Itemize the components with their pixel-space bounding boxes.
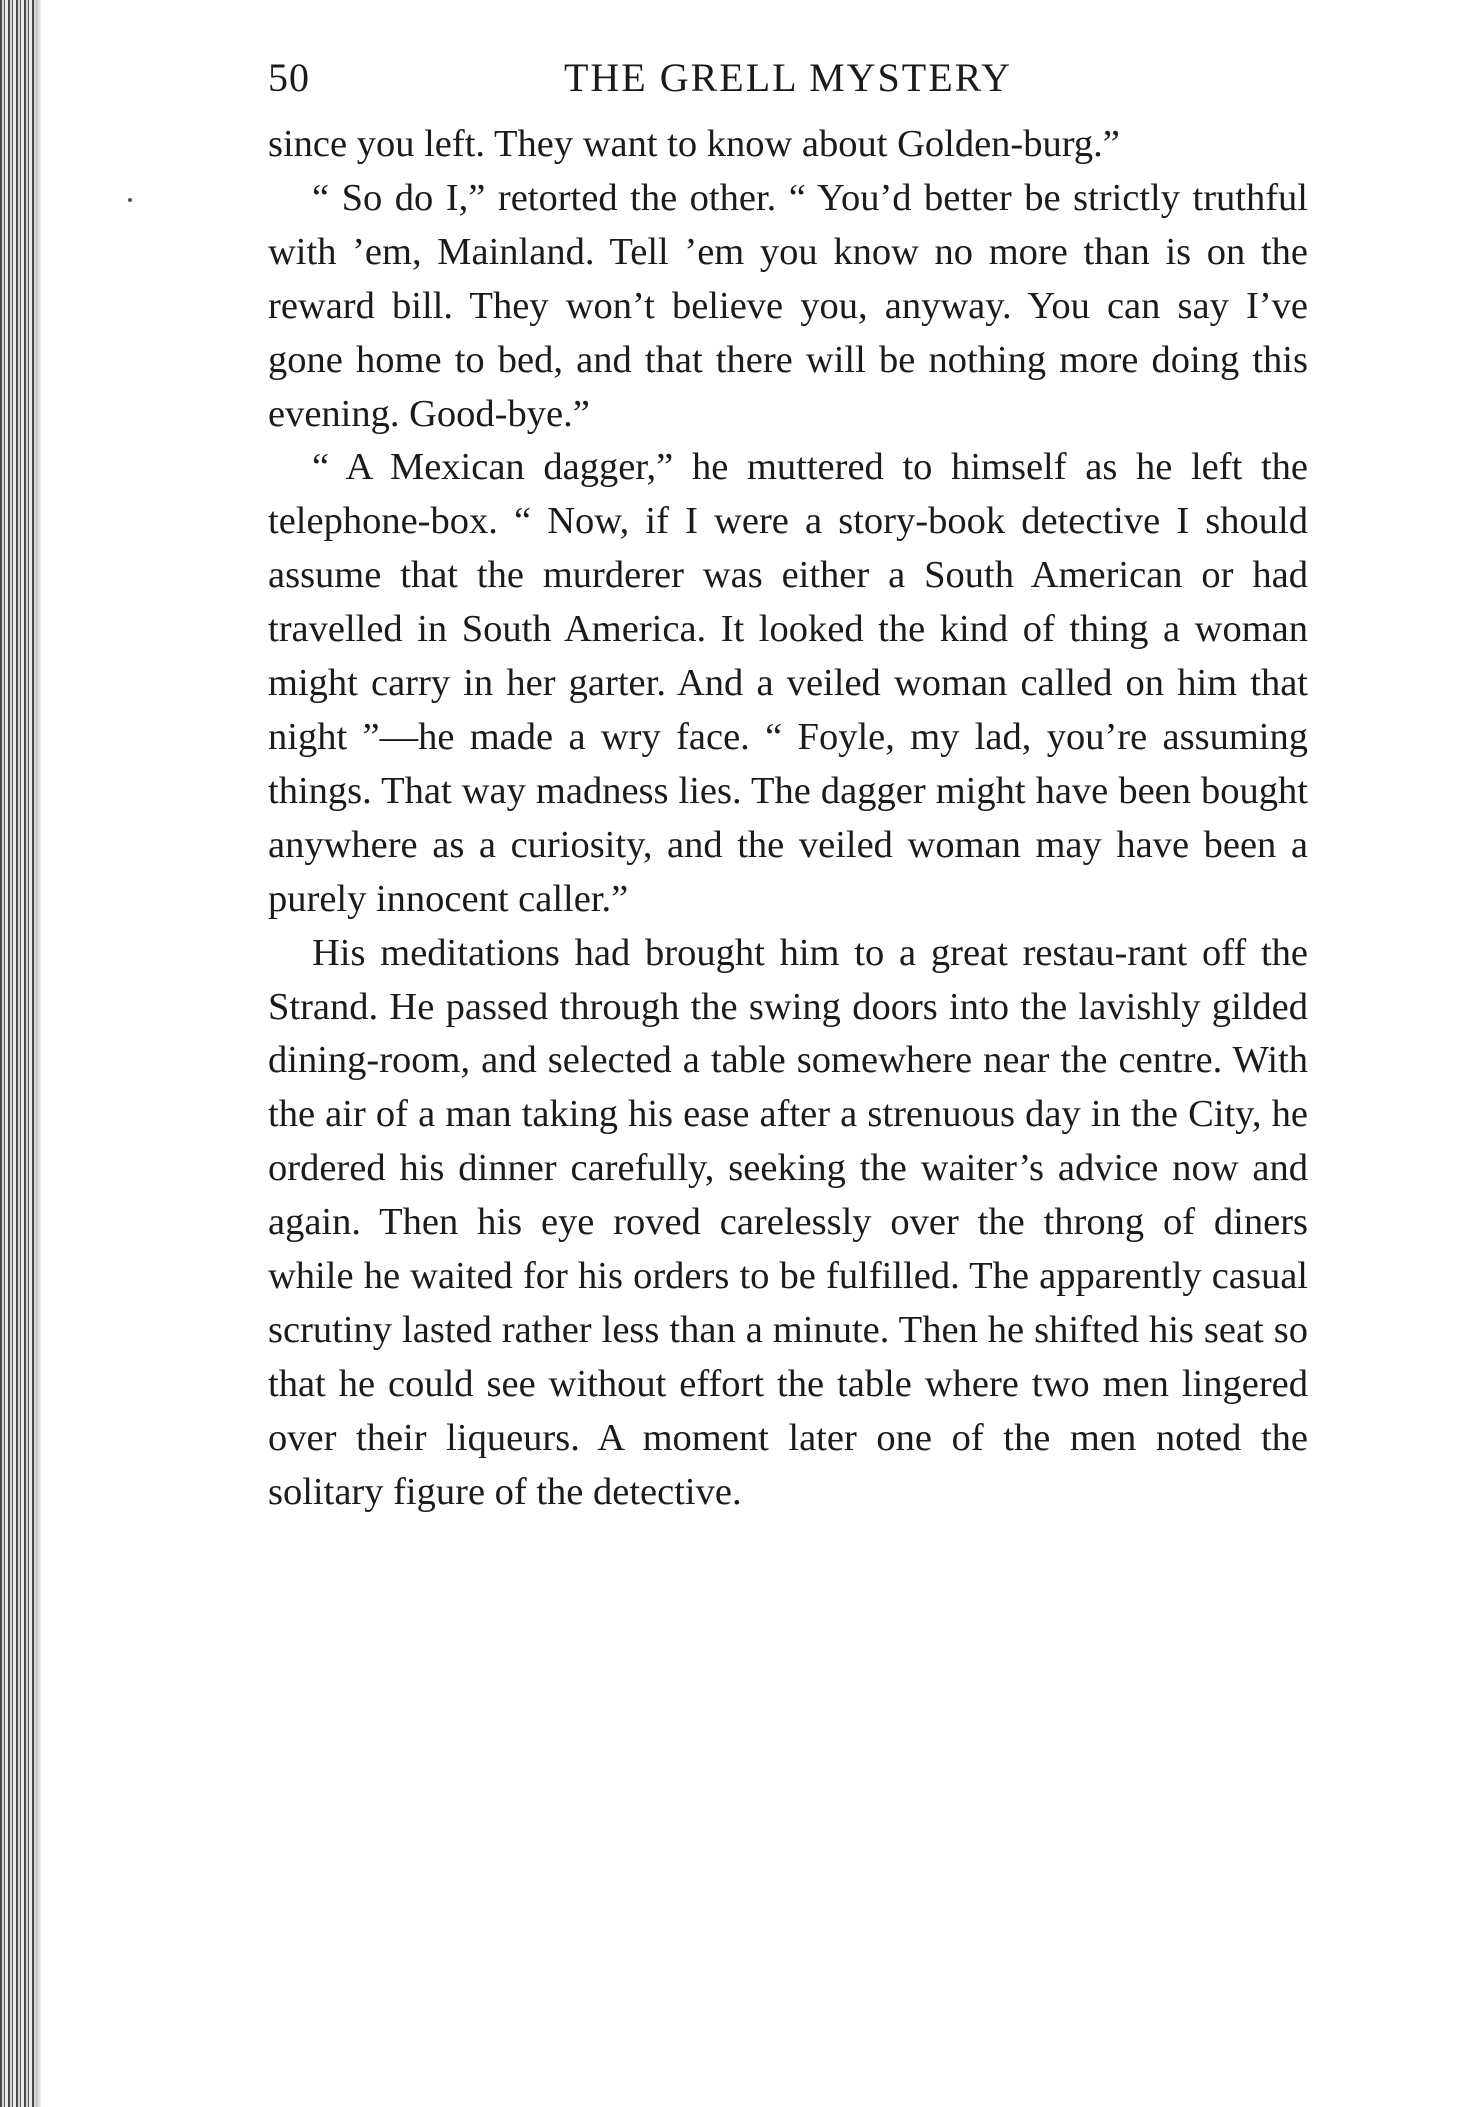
paragraph-1: since you left. They want to know about Golden-burg.” [268, 123, 1120, 165]
book-page [268, 48, 1308, 1520]
paper-speck [128, 198, 132, 202]
paragraph-3: “ A Mexican dagger,” he muttered to himself as he left the telephone-box. “ Now, if I were a story-book detective I should assume that the murderer was either a South American or had travelled in South America. It looked the kind of thing a woman might carry in her garter. And a veiled woman called on him that night ”—he made a wry face. “ Foyle, my lad, you’re assuming things. That way madness lies. The dagger might have been bought anywhere as a curiosity, and the veiled woman may have been a purely innocent caller.” [268, 446, 1308, 920]
gutter-shadow [36, 0, 42, 2107]
running-header [268, 48, 1308, 118]
book-binding-edge [0, 0, 36, 2107]
running-title: THE GRELL MYSTERY [563, 55, 1013, 100]
paragraph-4: His meditations had brought him to a great restau-rant off the Strand. He passed through the swing doors into the lavishly gilded dining-room, and selected a table somewhere near the centre. With the air of a man taking his ease after a strenuous day in the City, he ordered his dinner carefully, seeking the waiter’s advice now and again. Then his eye roved carelessly over the throng of diners while he waited for his orders to be fulfilled. The apparently casual scrutiny lasted rather less than a minute. Then he shifted his seat so that he could see without effort the table where two men lingered over their liqueurs. A moment later one of the men noted the solitary figure of the detective. [268, 931, 1308, 1513]
body-text [268, 118, 1308, 1520]
paragraph-2: “ So do I,” retorted the other. “ You’d better be strictly truthful with ’em, Mainland. Tell ’em you know no more than is on the reward bill. They won’t believe you, anyway. You can say I’ve gone home to bed, and that there will be nothing more doing this evening. Good-bye.” [268, 176, 1308, 435]
page-number: 50 [268, 55, 310, 100]
